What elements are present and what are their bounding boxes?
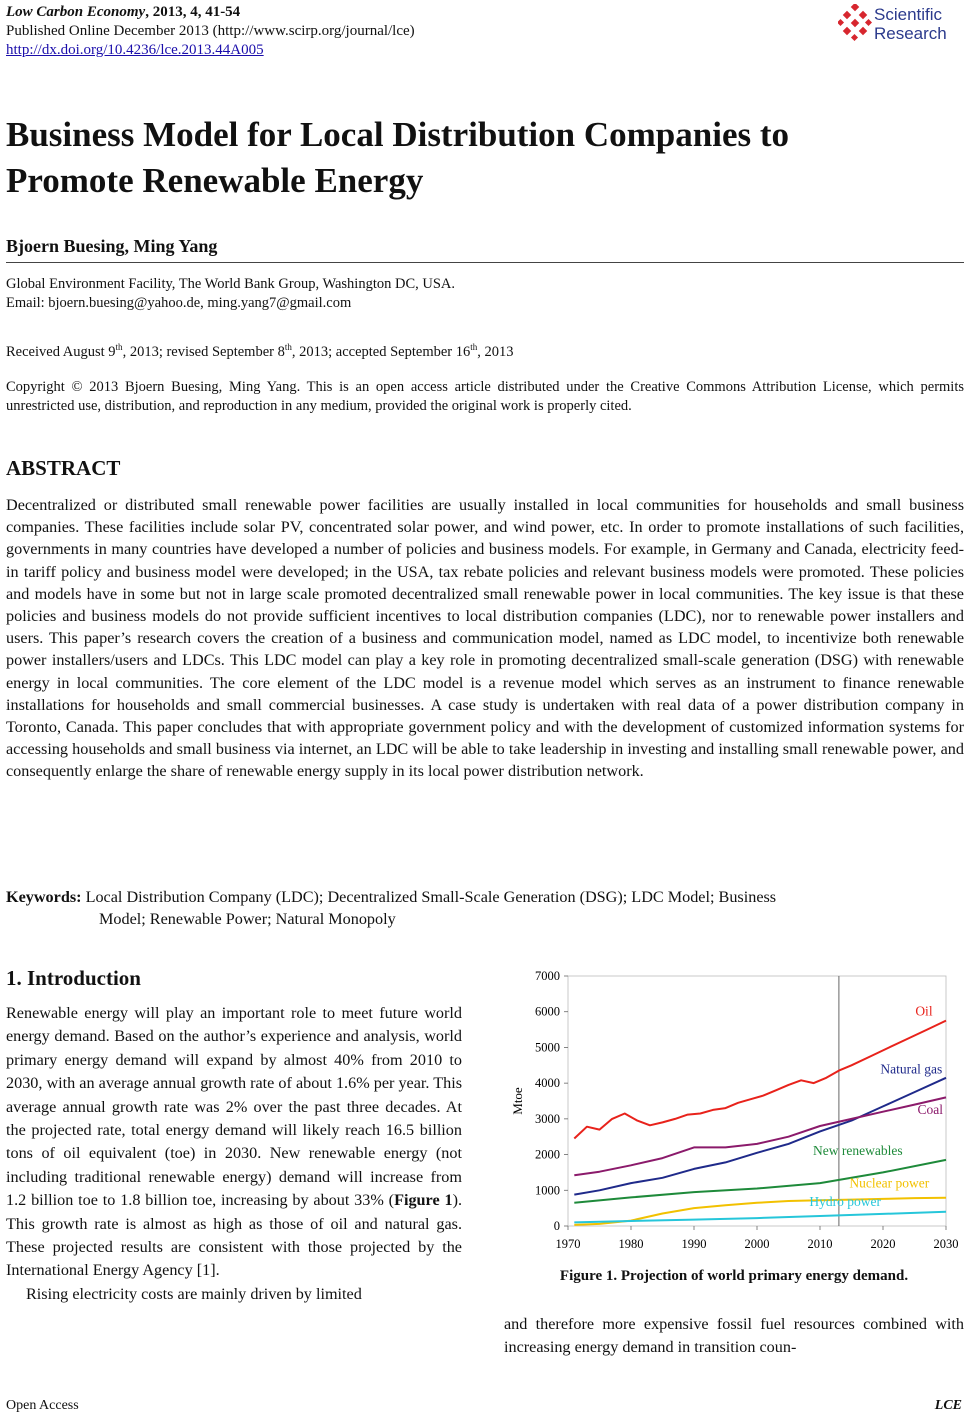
copyright: Copyright © 2013 Bjoern Buesing, Ming Yang. This is an open access article distributed under the Creative Commons Attribution License, which permits unrestricted use, distribution, and reproduction in any medium, provided the original work is properly cited. xyxy=(6,379,964,414)
title-rule xyxy=(6,262,964,263)
keywords-line1: Local Distribution Company (LDC); Decentralized Small-Scale Generation (DSG); LDC Model; Business xyxy=(85,888,777,906)
intro-para1: Renewable energy will play an important role to meet future world energy demand. Based on the author’s experience and analysis, world primary energy demand will expand by almost 40% from 2010 to 2030, with an average annual growth rate of about 1.6% per year. This average annual growth rate was 2% over the past three decades. At the projected rate, total energy demand will likely reach 16.5 billion tons of oil equivalent (toe) in 2030. New renewable energy (not including traditional renewable energy) demand will increase from 1.2 billion toe to 1.8 billion toe, increasing by about 33% ( xyxy=(6,1004,462,1210)
x-tick-label: 1980 xyxy=(618,1237,644,1251)
affiliation: Global Environment Facility, The World Bank Group, Washington DC, USA. xyxy=(6,276,456,292)
series-label-hydro-power: Hydro power xyxy=(809,1194,882,1209)
series-label-coal: Coal xyxy=(917,1102,943,1118)
abstract-text: Decentralized or distributed small renewable power facilities are usually installed in local communities for households and small business companies. These facilities include solar PV, concentrated solar power, and wind power, etc. In order to promote installations of such facilities, governments in many countries have developed a number of policies and business models. For example, in Germany and Canada, electricity feed-in tariff policy and business model were developed; in the USA, tax rebate policies and relevant business models were promoted. These policies and models have in some but not in large scale promoted decentralized small renewable power in local communities. The key issue is that these policies and business models do not provide sufficient incentives to local distribution companies (LDC), nor to renewable power installers and users. This paper’s research covers the creation of a business and communication model, named as LDC model, to incentivize both renewable power installers/users and LDCs. This LDC model can play a key role in promoting decentralized small-scale generation (DSG) with renewable energy in local communities. The core element of the LDC model is a revenue model which serves as an instrument to finance renewable installations for households and small commercial businesses. A case study is undertaken with real data of a power distribution company in Toronto, Canada. This paper concludes that with appropriate government policy and with the development of customized information systems for accessing households and small business via internet, an LDC will be able to take leadership in investing and installing small renewable power, and consequently enlarge the share of renewable energy supply in its local power distribution network. xyxy=(6,496,964,781)
footer-open-access: Open Access xyxy=(6,1398,79,1413)
series-line-oil xyxy=(574,1021,946,1139)
intro-column: Renewable energy will play an important role to meet future world energy demand. Based on the author’s experience and analysis, world primary energy demand will expand by almost 40% from 2010 to 2030, with an average annual growth rate of about 1.6% per year. This average annual growth rate was 2% over the past three decades. At the projected rate, total energy demand will likely reach 16.5 billion tons of oil equivalent (toe) in 2030. New renewable energy (not including traditional renewable energy) demand will increase from 1.2 billion toe to 1.8 billion toe, increasing by about 33% (Figure 1). This growth rate is almost as high as those of oil and natural gas. These projected results are consistent with those projected by the International Energy Agency [1]. Rising electricity costs are mainly driven by limited xyxy=(6,1002,462,1306)
keywords-line2: Model; Renewable Power; Natural Monopoly xyxy=(99,910,396,928)
figure-ref[interactable]: Figure 1 xyxy=(394,1191,453,1210)
series-line-coal xyxy=(574,1097,946,1175)
y-tick-label: 6000 xyxy=(535,1004,560,1019)
doi-link[interactable]: http://dx.doi.org/10.4236/lce.2013.44A005 xyxy=(6,42,264,58)
section-heading: 1. Introduction xyxy=(6,966,141,990)
x-tick-label: 1970 xyxy=(555,1237,581,1251)
x-tick-label: 2030 xyxy=(933,1237,959,1251)
publisher-logo xyxy=(838,4,962,46)
footer-journal-abbrev: LCE xyxy=(934,1398,962,1413)
x-tick-label: 2000 xyxy=(744,1237,770,1251)
email: Email: bjoern.buesing@yahoo.de, ming.yang7@gmail.com xyxy=(6,295,352,311)
y-tick-label: 1000 xyxy=(535,1183,560,1198)
figure-caption: Figure 1. Projection of world primary energy demand. xyxy=(559,1268,909,1284)
keywords-label: Keywords: xyxy=(6,888,82,906)
y-tick-label: 7000 xyxy=(535,969,560,983)
journal-name: Low Carbon Economy xyxy=(6,4,146,20)
y-tick-label: 4000 xyxy=(535,1076,560,1091)
journal-header xyxy=(6,3,415,60)
series-label-natural-gas: Natural gas xyxy=(880,1061,943,1077)
publisher-logo-icon xyxy=(838,4,872,42)
y-tick-label: 0 xyxy=(553,1219,560,1233)
series-label-new-renewables: New renewables xyxy=(813,1142,903,1158)
y-tick-label: 2000 xyxy=(535,1147,560,1162)
series-label-oil: Oil xyxy=(915,1003,933,1019)
right-column-text: and therefore more expensive fossil fuel resources combined with increasing energy demand in transition coun- xyxy=(504,1315,964,1357)
affiliation-block xyxy=(6,275,455,313)
authors: Bjoern Buesing, Ming Yang xyxy=(6,236,218,256)
journal-volume: , 2013, 4, 41-54 xyxy=(145,4,241,20)
x-tick-label: 2010 xyxy=(807,1237,833,1251)
energy-demand-chart xyxy=(504,964,966,1262)
abstract-heading: ABSTRACT xyxy=(6,456,121,480)
series-line-hydro-power xyxy=(574,1212,946,1223)
publisher-name: Scientific Research xyxy=(874,5,947,43)
paper-title: Business Model for Local Distribution Companies to Promote Renewable Energy xyxy=(6,115,790,200)
x-tick-label: 1990 xyxy=(681,1237,707,1251)
series-label-nuclear-power: Nuclear power xyxy=(849,1175,930,1191)
y-tick-label: 5000 xyxy=(535,1040,560,1055)
received-dates: Received August 9th, 2013; revised September 8th, 2013; accepted September 16th, 2013 xyxy=(6,342,514,360)
keywords xyxy=(6,886,964,930)
intro-para2: Rising electricity costs are mainly driven by limited xyxy=(26,1284,362,1303)
x-tick-label: 2020 xyxy=(870,1237,896,1251)
y-tick-label: 3000 xyxy=(535,1111,560,1126)
y-axis-label: Mtoe xyxy=(510,1087,525,1115)
published-line: Published Online December 2013 (http://www.scirp.org/journal/lce) xyxy=(6,23,415,39)
